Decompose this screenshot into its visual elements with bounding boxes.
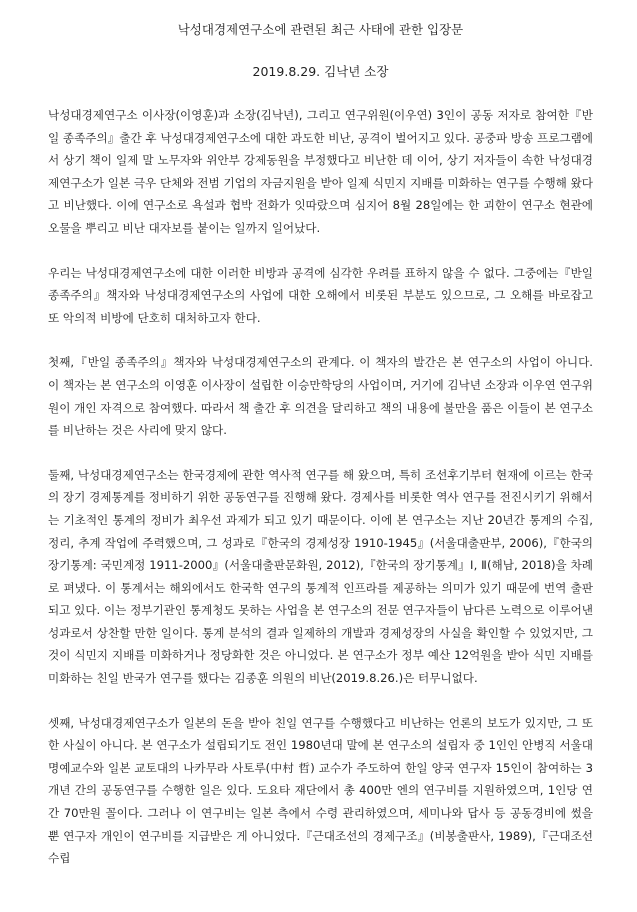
paragraph-first-point: 첫째,『반일 종족주의』책자와 낙성대경제연구소의 관계다. 이 책자의 발간은 본 연구소의 사업이 아니다. 이 책자는 본 연구소의 이영훈 이사장이 설립한 이승만학당의 사업이며, 거기에 김낙년 소장과 이우연 연구위원이 개인 자격으로 참여했다. 따라서 책 출간 후 의견을 달리하고 책의 내용에 불만을 품은 이들이 본 연구소를 비난하는 것은 사리에 맞지 않다. (48, 355, 597, 438)
paragraph-concern: 우리는 낙성대경제연구소에 대한 이러한 비방과 공격에 심각한 우려를 표하지 않을 수 없다. 그중에는『반일 종족주의』책자와 낙성대경제연구소의 사업에 대한 오해에서 비롯된 부분도 있으므로, 그 오해를 바로잡고 또 악의적 비방에 단호히 대처하고자 한다. (48, 265, 597, 325)
paragraph-third-point: 셋째, 낙성대경제연구소가 일본의 돈을 받아 친일 연구를 수행했다고 비난하는 언론의 보도가 있지만, 그 또한 사실이 아니다. 본 연구소가 설립되기도 전인 1980년대 말에 본 연구소의 설립자 중 1인인 안병직 서울대명예교수와 일본 교토대의 나카무라 사토루(中村 哲) 교수가 주도하여 한일 양국 연구자 15인이 참여하는 3개년 간의 공동연구를 수행한 일은 있다. 도요타 재단에서 총 400만 엔의 연구비를 지원하였으며, 1인당 연간 70만원 꼴이다. 그러나 이 연구비는 일본 측에서 수령 관리하였으며, 세미나와 답사 등 공동경비에 썼을 뿐 연구자 개인이 연구비를 지급받은 게 아니었다.『근대조선의 경제구조』(비봉출판사, 1989),『근대조선 수립 (48, 715, 597, 866)
document-byline: 2019.8.29. 김낙년 소장 (252, 64, 389, 79)
document-title: 낙성대경제연구소에 관련된 최근 사태에 관한 입장문 (177, 22, 464, 37)
paragraph-second-point: 둘째, 낙성대경제연구소는 한국경제에 관한 역사적 연구를 해 왔으며, 특히 조선후기부터 현재에 이르는 한국의 장기 경제통계를 정비하기 위한 공동연구를 진행해 왔다. 경제사를 비롯한 역사 연구를 전진시키기 위해서는 기초적인 통계의 정비가 최우선 과제가 되고 있기 때문이다. 이에 본 연구소는 지난 20년간 통계의 수집, 정리, 추계 작업에 주력했으며, 그 성과로『한국의 경제성장 1910-1945』(서울대출판부, 2006),『한국의 장기통계: 국민계정 1911-2000』(서울대출판문화원, 2012),『한국의 장기통계』Ⅰ, Ⅱ(해남, 2018)을 차례로 펴냈다. 이 통계서는 해외에서도 한국학 연구의 통계적 인프라를 제공하는 의미가 있기 때문에 번역 출판되고 있다. 이는 정부기관인 통계청도 못하는 사업을 본 연구소의 전문 연구자들이 남다른 노력으로 이루어낸 성과로서 상찬할 만한 일이다. 통계 분석의 결과 일제하의 개발과 경제성장의 사실을 확인할 수 있었지만, 그것이 식민지 지배를 미화하거나 정당화한 것은 아니었다. 본 연구소가 정부 예산 12억원을 받아 식민 지배를 미화하는 친일 반국가 연구를 했다는 김종훈 의원의 비난(2019.8.26.)은 터무니없다. (48, 467, 597, 686)
paragraph-intro: 낙성대경제연구소 이사장(이영훈)과 소장(김낙년), 그리고 연구위원(이우연) 3인이 공동 저자로 참여한『반일 종족주의』출간 후 낙성대경제연구소에 대한 과도한 비난, 공격이 벌어지고 있다. 공중파 방송 프로그램에서 상기 책이 일제 말 노무자와 위안부 강제동원을 부정했다고 비난한 데 이어, 상기 저자들이 속한 낙성대경제연구소가 일본 극우 단체와 전범 기업의 자금지원을 받아 일제 식민지 지배를 미화하는 연구를 수행해 왔다고 비난했다. 이에 연구소로 욕설과 협박 전화가 잇따랐으며 심지어 8월 28일에는 한 괴한이 연구소 현관에 오물을 뿌리고 비난 대자보를 붙이는 일까지 일어났다. (48, 108, 597, 235)
